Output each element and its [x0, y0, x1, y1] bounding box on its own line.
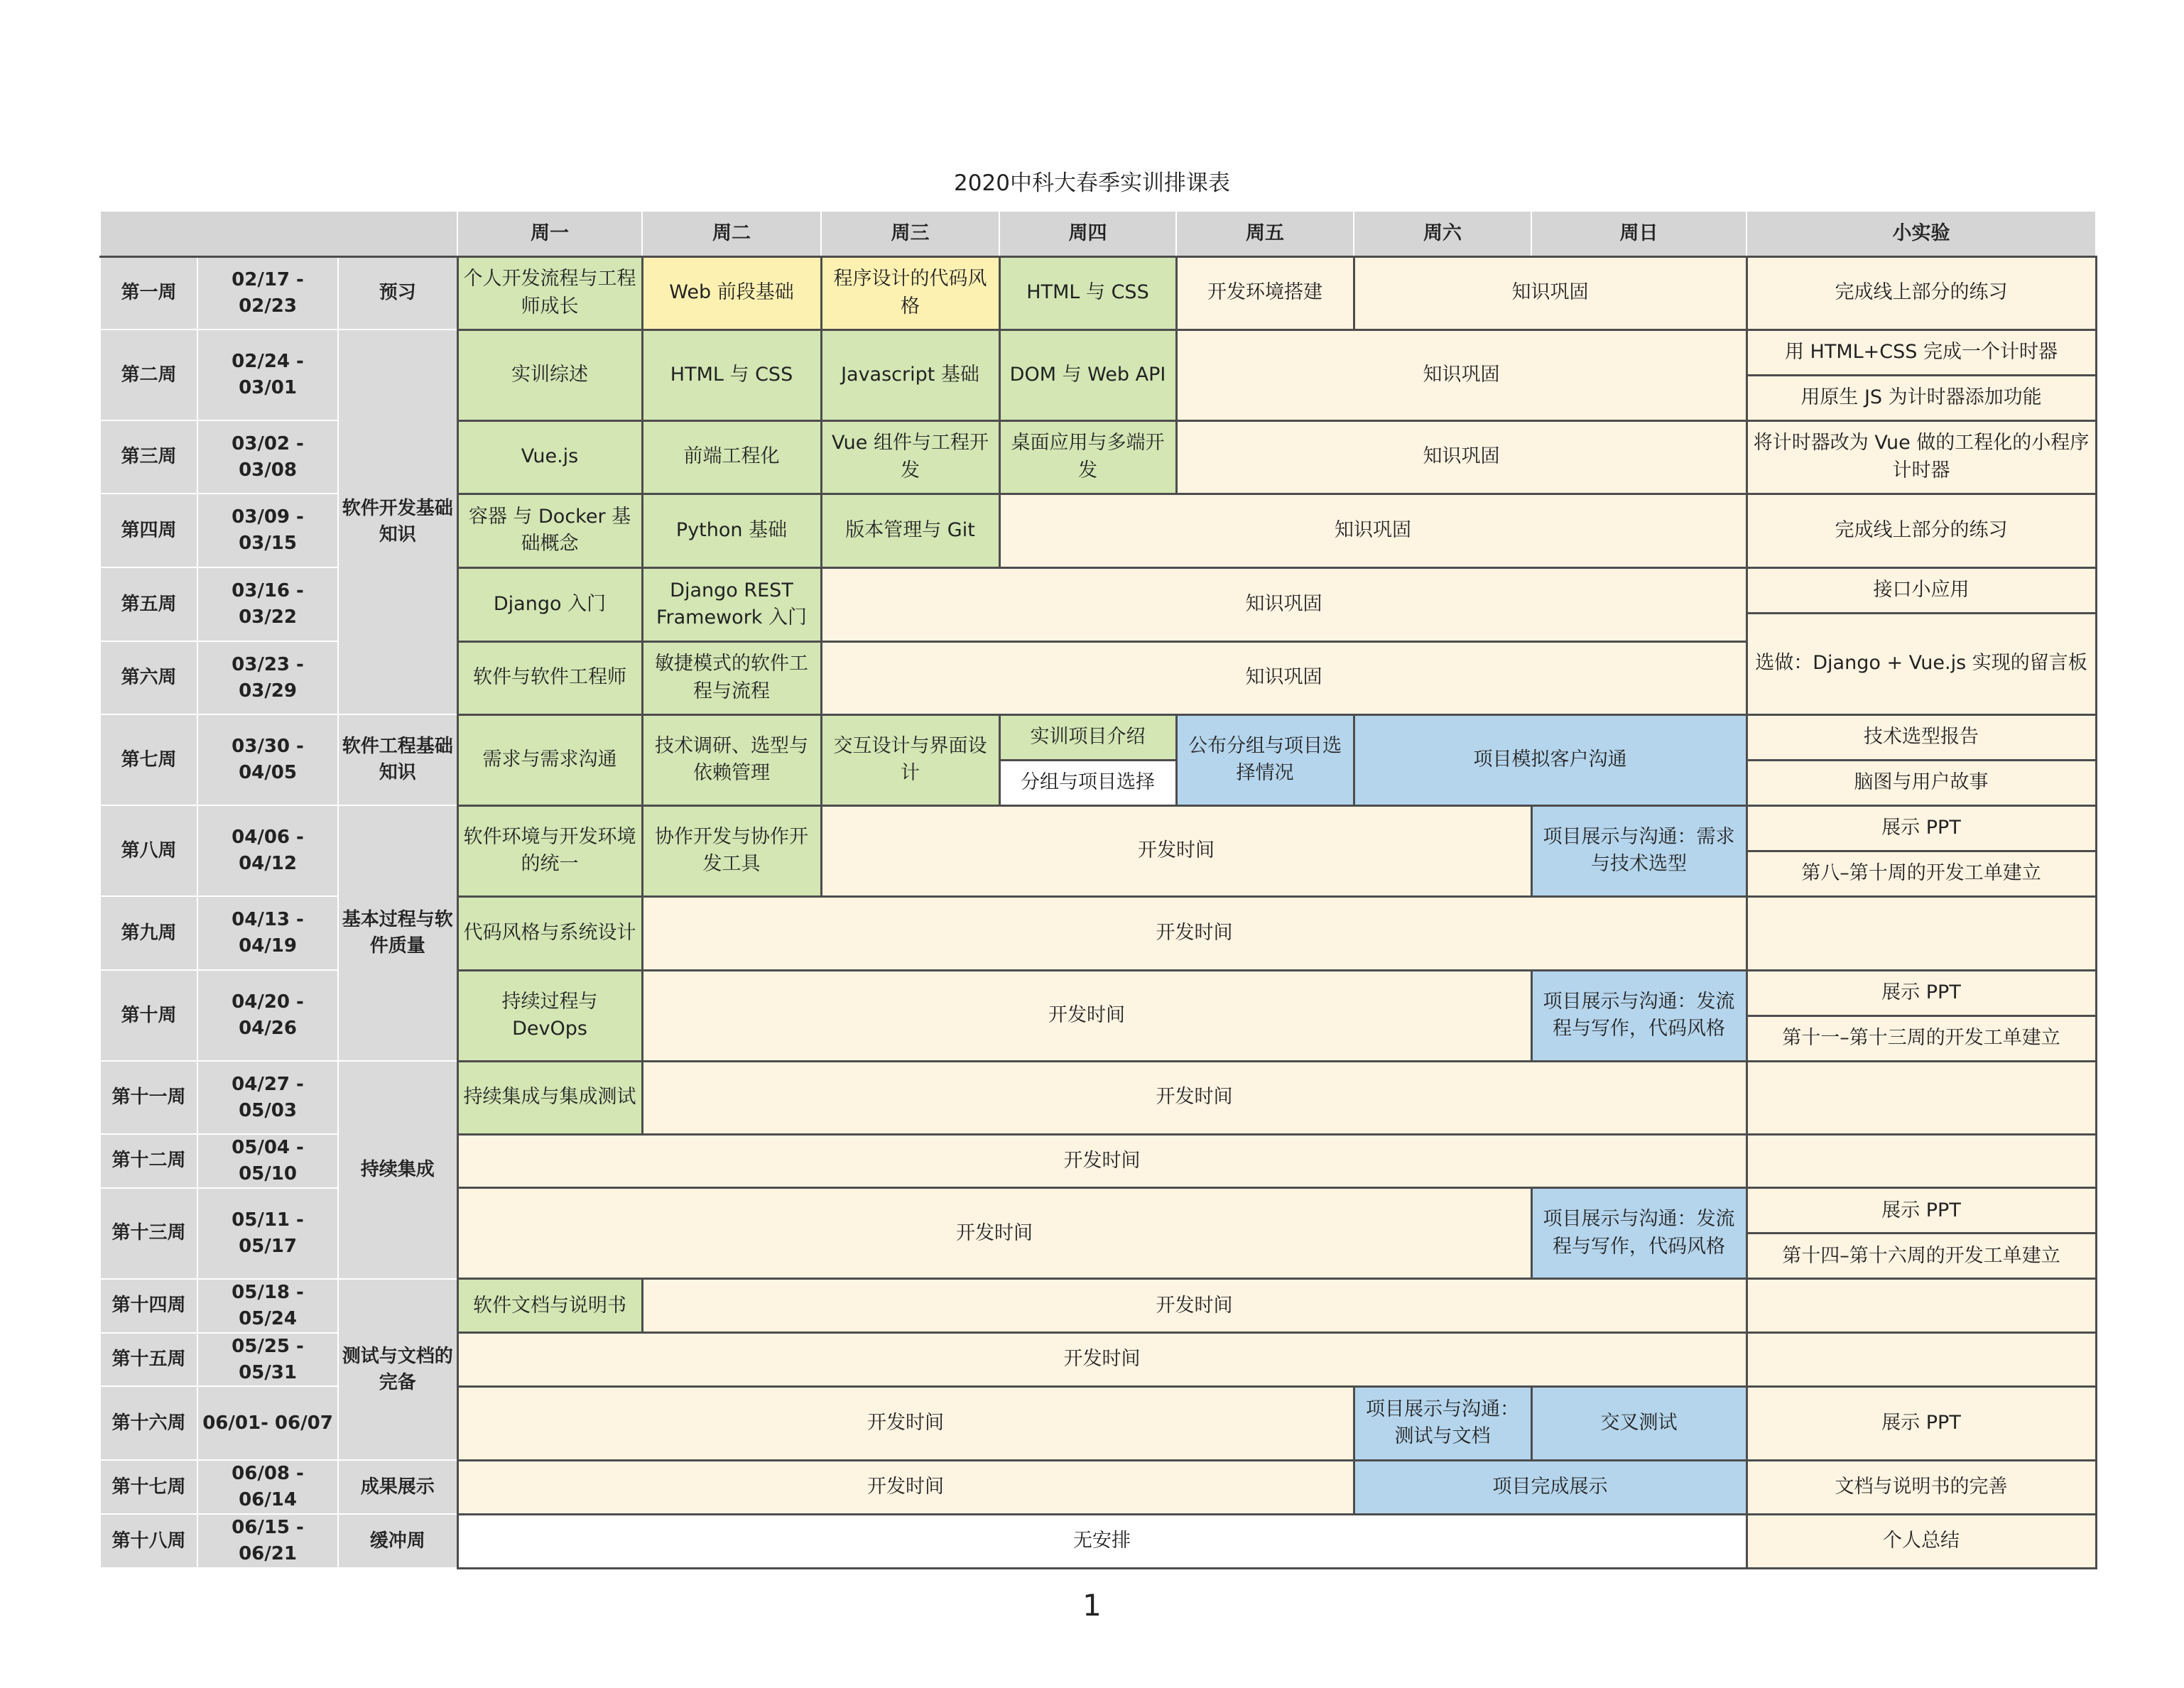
- session-cell: 项目展示与沟通：发流程与写作，代码风格: [1531, 1188, 1746, 1279]
- session-cell: 持续集成与集成测试: [457, 1061, 642, 1134]
- topic-cell: 成果展示: [338, 1460, 457, 1514]
- session-cell: 知识巩固: [1176, 420, 1746, 494]
- session-cell: 项目模拟客户沟通: [1354, 714, 1746, 805]
- session-cell: 前端工程化: [642, 420, 821, 494]
- session-cell: 开发时间: [457, 1460, 1354, 1514]
- session-cell: 持续过程与 DevOps: [457, 970, 642, 1061]
- session-cell: 软件环境与开发环境的统一: [457, 805, 642, 896]
- week-label: 第三周: [100, 420, 197, 494]
- lab-cell: 个人总结: [1746, 1514, 2096, 1568]
- week-label: 第十八周: [100, 1514, 197, 1568]
- topic-cell: 持续集成: [338, 1061, 457, 1279]
- session-cell: Web 前段基础: [642, 256, 821, 330]
- lab-cell: 将计时器改为 Vue 做的工程化的小程序计时器: [1746, 420, 2096, 494]
- week-dates: 04/27 - 05/03: [197, 1061, 338, 1134]
- session-cell: 开发时间: [642, 1279, 1746, 1333]
- session-cell: 技术调研、选型与依赖管理: [642, 714, 821, 805]
- week-row: [100, 805, 2096, 851]
- topic-cell: 缓冲周: [338, 1514, 457, 1568]
- week-row: [100, 1061, 2096, 1134]
- session-cell: 软件与软件工程师: [457, 641, 642, 714]
- week-dates: 03/23 - 03/29: [197, 641, 338, 714]
- session-cell: 开发时间: [457, 1333, 1746, 1387]
- week-label: 第十四周: [100, 1279, 197, 1333]
- week-dates: 04/06 - 04/12: [197, 805, 338, 896]
- week-label: 第二周: [100, 330, 197, 420]
- header-row: [100, 211, 2096, 256]
- week-dates: 06/08 - 06/14: [197, 1460, 338, 1514]
- session-cell: 项目展示与沟通：需求与技术选型: [1531, 805, 1746, 896]
- session-cell: 敏捷模式的软件工程与流程: [642, 641, 821, 714]
- week-dates: 03/16 - 03/22: [197, 567, 338, 641]
- lab-cell: [1746, 1061, 2096, 1134]
- header-mon: 周一: [457, 211, 642, 256]
- page-number: 1: [1082, 1588, 1102, 1623]
- week-dates: 05/18 - 05/24: [197, 1279, 338, 1333]
- lab-cell: 用 HTML+CSS 完成一个计时器: [1746, 330, 2096, 375]
- topic-cell: 软件工程基础知识: [338, 714, 457, 805]
- session-cell: 实训项目介绍: [999, 714, 1176, 760]
- topic-cell: 预习: [338, 256, 457, 330]
- topic-cell: 软件开发基础知识: [338, 330, 457, 714]
- session-cell: 交互设计与界面设计: [821, 714, 999, 805]
- session-cell: 开发时间: [642, 896, 1746, 970]
- week-dates: 02/17 - 02/23: [197, 256, 338, 330]
- lab-cell: 展示 PPT: [1746, 1386, 2096, 1460]
- session-cell: 无安排: [457, 1514, 1746, 1568]
- lab-cell: 选做：Django + Vue.js 实现的留言板: [1746, 613, 2096, 714]
- lab-cell: [1746, 1134, 2096, 1188]
- lab-cell: 第十四–第十六周的开发工单建立: [1746, 1234, 2096, 1279]
- week-label: 第七周: [100, 714, 197, 805]
- session-cell: 个人开发流程与工程师成长: [457, 256, 642, 330]
- week-label: 第十五周: [100, 1333, 197, 1387]
- week-label: 第六周: [100, 641, 197, 714]
- session-cell: 知识巩固: [1176, 330, 1746, 420]
- session-cell: 开发环境搭建: [1176, 256, 1354, 330]
- week-row: [100, 1460, 2096, 1514]
- week-row: [100, 256, 2096, 330]
- session-cell: Django REST Framework 入门: [642, 567, 821, 641]
- session-cell: 交叉测试: [1531, 1386, 1746, 1460]
- week-label: 第十六周: [100, 1386, 197, 1460]
- week-dates: 05/04 - 05/10: [197, 1134, 338, 1188]
- week-dates: 04/20 - 04/26: [197, 970, 338, 1061]
- week-label: 第五周: [100, 567, 197, 641]
- header-fri: 周五: [1176, 211, 1354, 256]
- schedule-table: [99, 210, 2097, 1569]
- topic-cell: 测试与文档的完备: [338, 1279, 457, 1461]
- week-dates: 03/30 - 04/05: [197, 714, 338, 805]
- session-cell: 开发时间: [821, 805, 1531, 896]
- lab-cell: [1746, 1333, 2096, 1387]
- session-cell: 知识巩固: [999, 494, 1746, 567]
- session-cell: 项目展示与沟通：发流程与写作，代码风格: [1531, 970, 1746, 1061]
- session-cell: Vue.js: [457, 420, 642, 494]
- lab-cell: 展示 PPT: [1746, 970, 2096, 1015]
- week-label: 第十周: [100, 970, 197, 1061]
- lab-cell: 脑图与用户故事: [1746, 760, 2096, 805]
- session-cell: 实训综述: [457, 330, 642, 420]
- session-cell: 开发时间: [642, 1061, 1746, 1134]
- session-cell: Python 基础: [642, 494, 821, 567]
- header-blank: [100, 211, 457, 256]
- lab-cell: 用原生 JS 为计时器添加功能: [1746, 375, 2096, 420]
- lab-cell: 完成线上部分的练习: [1746, 256, 2096, 330]
- week-label: 第十一周: [100, 1061, 197, 1134]
- header-wed: 周三: [821, 211, 999, 256]
- session-cell: 项目完成展示: [1354, 1460, 1746, 1514]
- week-label: 第八周: [100, 805, 197, 896]
- session-cell: 知识巩固: [821, 567, 1746, 641]
- header-lab: 小实验: [1746, 211, 2096, 256]
- session-cell: Vue 组件与工程开发: [821, 420, 999, 494]
- session-cell: 项目展示与沟通：测试与文档: [1354, 1386, 1531, 1460]
- session-cell: HTML 与 CSS: [642, 330, 821, 420]
- week-dates: 05/11 - 05/17: [197, 1188, 338, 1279]
- session-cell: 开发时间: [457, 1386, 1354, 1460]
- session-cell: HTML 与 CSS: [999, 256, 1176, 330]
- session-cell: 协作开发与协作开发工具: [642, 805, 821, 896]
- week-label: 第十三周: [100, 1188, 197, 1279]
- header-sat: 周六: [1354, 211, 1531, 256]
- lab-cell: 接口小应用: [1746, 567, 2096, 613]
- session-cell: 开发时间: [642, 970, 1531, 1061]
- header-sun: 周日: [1531, 211, 1746, 256]
- week-row: [100, 1514, 2096, 1568]
- session-cell: 桌面应用与多端开发: [999, 420, 1176, 494]
- session-cell: 需求与需求沟通: [457, 714, 642, 805]
- week-row: [100, 714, 2096, 760]
- week-row: [100, 1279, 2096, 1333]
- week-label: 第十七周: [100, 1460, 197, 1514]
- session-cell: 开发时间: [457, 1134, 1746, 1188]
- week-label: 第十二周: [100, 1134, 197, 1188]
- session-cell: 软件文档与说明书: [457, 1279, 642, 1333]
- session-cell: Javascript 基础: [821, 330, 999, 420]
- lab-cell: 展示 PPT: [1746, 1188, 2096, 1234]
- lab-cell: 展示 PPT: [1746, 805, 2096, 851]
- week-row: [100, 330, 2096, 375]
- session-cell: 知识巩固: [821, 641, 1746, 714]
- session-cell: 分组与项目选择: [999, 760, 1176, 805]
- topic-cell: 基本过程与软件质量: [338, 805, 457, 1061]
- session-cell: DOM 与 Web API: [999, 330, 1176, 420]
- lab-cell: 技术选型报告: [1746, 714, 2096, 760]
- lab-cell: [1746, 1279, 2096, 1333]
- lab-cell: 完成线上部分的练习: [1746, 494, 2096, 567]
- week-dates: 05/25 - 05/31: [197, 1333, 338, 1387]
- lab-cell: 文档与说明书的完善: [1746, 1460, 2096, 1514]
- session-cell: 知识巩固: [1354, 256, 1746, 330]
- session-cell: 公布分组与项目选择情况: [1176, 714, 1354, 805]
- lab-cell: 第八–第十周的开发工单建立: [1746, 851, 2096, 896]
- header-tue: 周二: [642, 211, 821, 256]
- week-label: 第四周: [100, 494, 197, 567]
- week-dates: 04/13 - 04/19: [197, 896, 338, 970]
- session-cell: Django 入门: [457, 567, 642, 641]
- lab-cell: 第十一–第十三周的开发工单建立: [1746, 1015, 2096, 1061]
- week-label: 第九周: [100, 896, 197, 970]
- header-thu: 周四: [999, 211, 1176, 256]
- session-cell: 开发时间: [457, 1188, 1531, 1279]
- week-dates: 06/15 - 06/21: [197, 1514, 338, 1568]
- lab-cell: [1746, 896, 2096, 970]
- week-label: 第一周: [100, 256, 197, 330]
- week-dates: 03/09 - 03/15: [197, 494, 338, 567]
- session-cell: 代码风格与系统设计: [457, 896, 642, 970]
- session-cell: 容器 与 Docker 基础概念: [457, 494, 642, 567]
- week-dates: 03/02 - 03/08: [197, 420, 338, 494]
- session-cell: 程序设计的代码风格: [821, 256, 999, 330]
- week-dates: 06/01- 06/07: [197, 1386, 338, 1460]
- session-cell: 版本管理与 Git: [821, 494, 999, 567]
- week-dates: 02/24 - 03/01: [197, 330, 338, 420]
- page-title: 2020中科大春季实训排课表: [954, 170, 1230, 196]
